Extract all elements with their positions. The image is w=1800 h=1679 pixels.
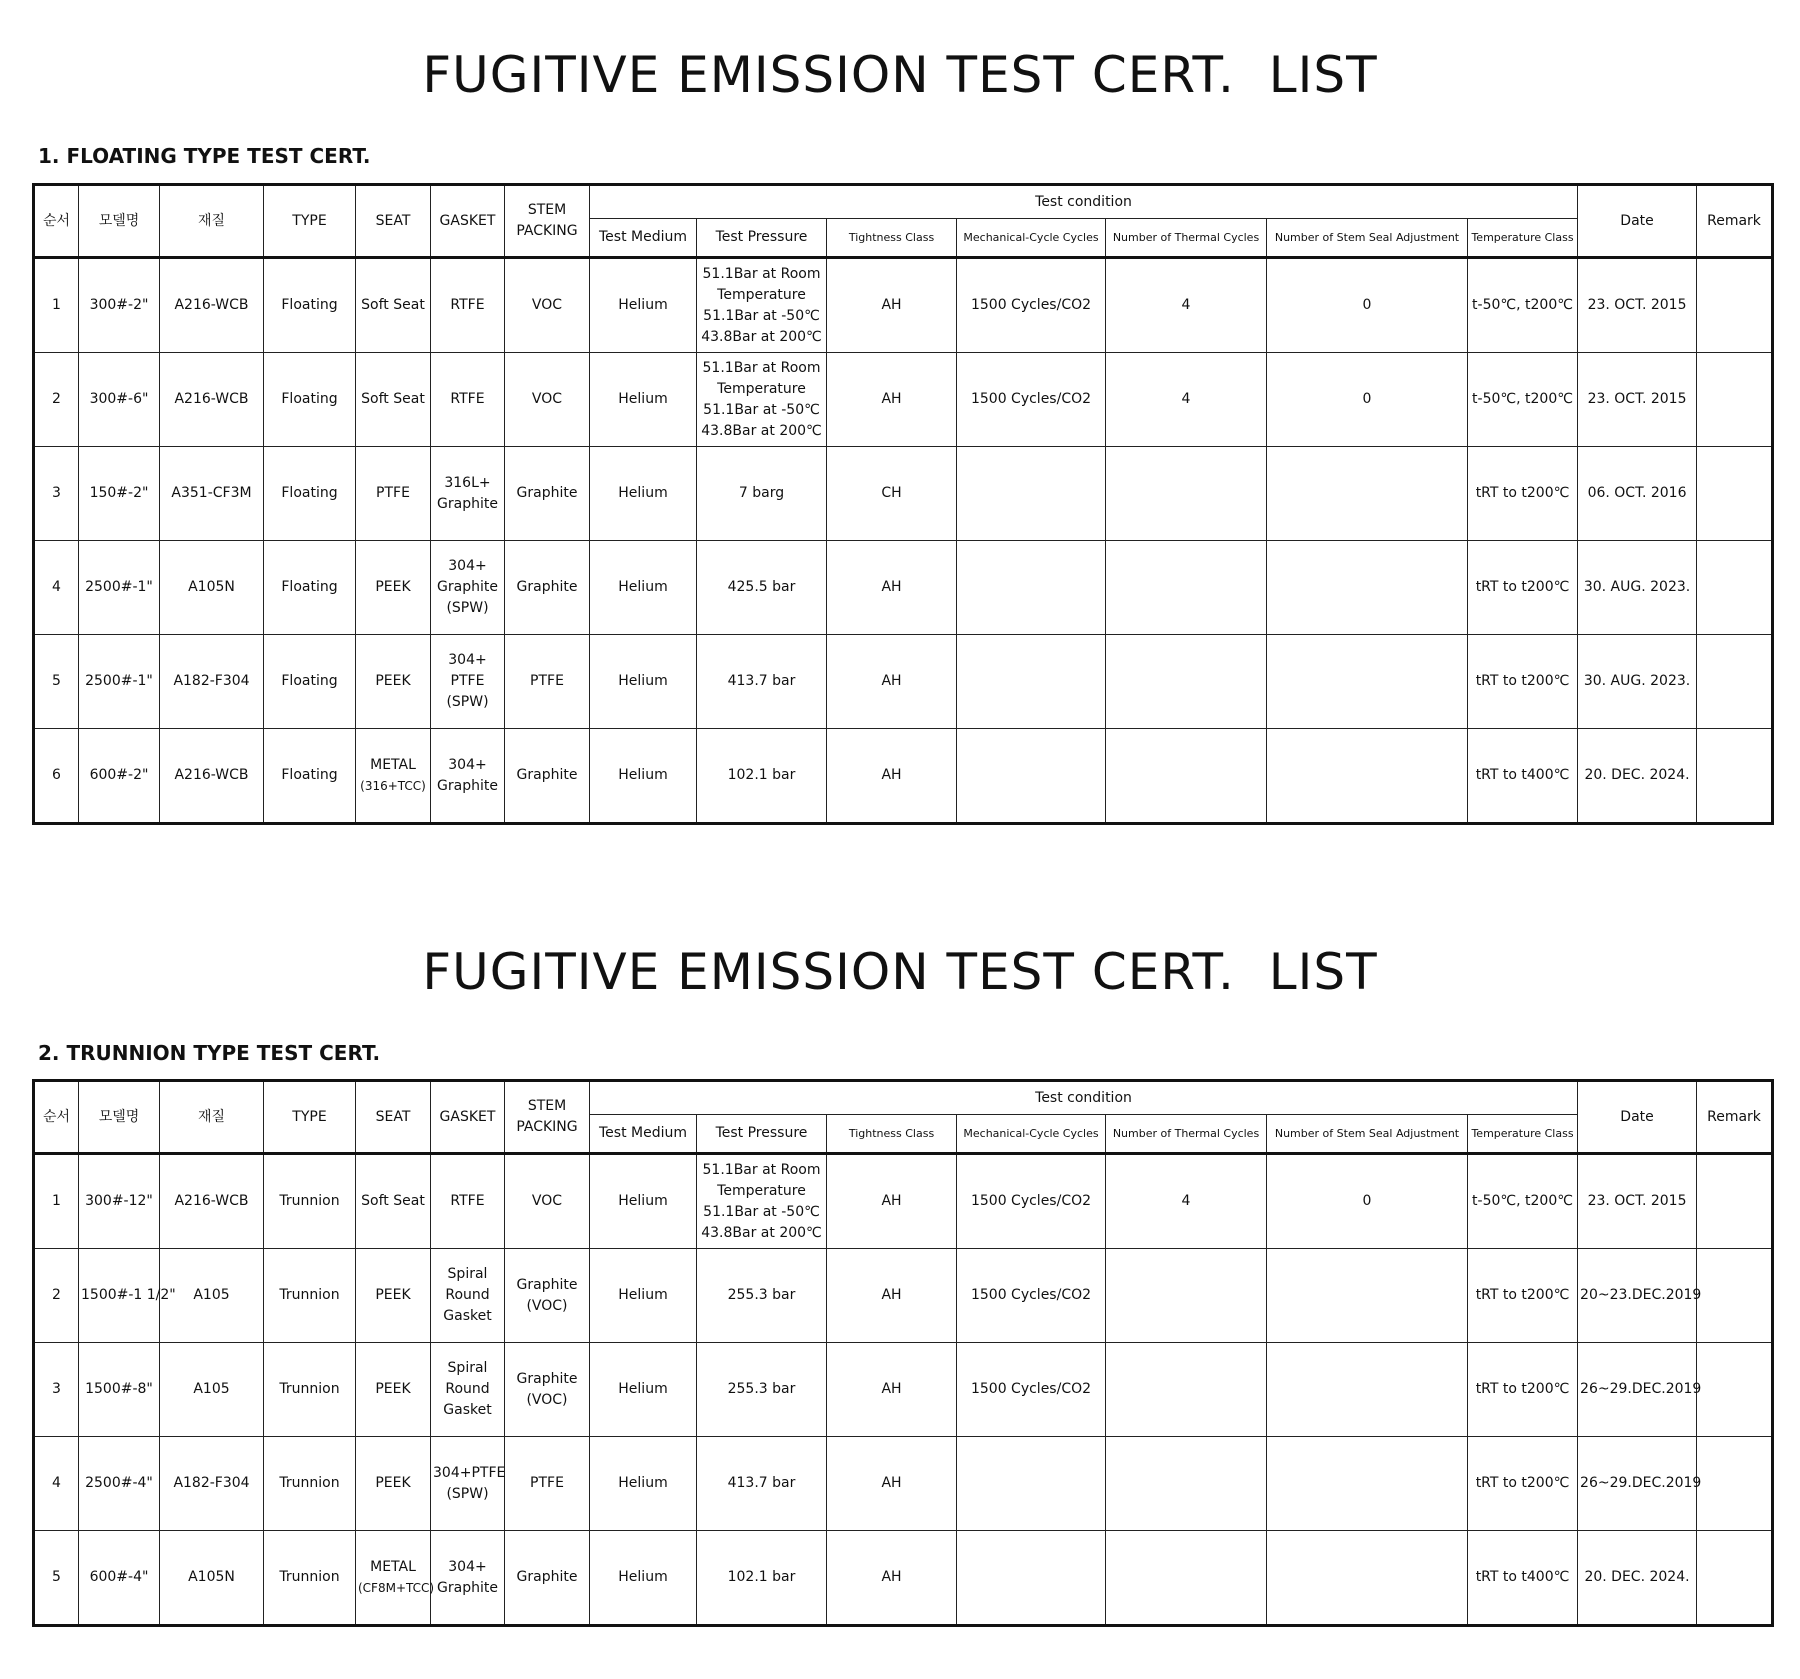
cell-test-medium: Helium <box>590 1154 697 1249</box>
header-tightness-class: Tightness Class <box>827 1115 957 1154</box>
cell-no: 3 <box>34 447 79 541</box>
cell-stem-seal-adjustment <box>1267 729 1468 824</box>
cell-type: Trunnion <box>264 1437 356 1531</box>
cell-date: 20~23.DEC.2019 <box>1578 1249 1697 1343</box>
cell-model: 300#-2" <box>79 258 160 353</box>
cell-tightness-class: AH <box>827 1437 957 1531</box>
cell-stem-packing: Graphite <box>505 541 590 635</box>
cell-temperature-class: tRT to t200℃ <box>1468 541 1578 635</box>
cell-date: 06. OCT. 2016 <box>1578 447 1697 541</box>
cell-tightness-class: AH <box>827 1343 957 1437</box>
cell-stem-seal-adjustment: 0 <box>1267 353 1468 447</box>
cell-gasket: RTFE <box>431 353 505 447</box>
header-test-condition: Test condition <box>590 1081 1578 1115</box>
cell-thermal-cycles <box>1106 1531 1267 1626</box>
cell-type: Floating <box>264 541 356 635</box>
cell-seat <box>356 635 431 729</box>
cell-material: A105N <box>160 541 264 635</box>
header-remark: Remark <box>1697 185 1773 258</box>
cell-remark <box>1697 1154 1773 1249</box>
cell-material: A216-WCB <box>160 1154 264 1249</box>
header-tightness-class: Tightness Class <box>827 219 957 258</box>
cell-test-pressure: 425.5 bar <box>697 541 827 635</box>
cell-temperature-class: tRT to t400℃ <box>1468 1531 1578 1626</box>
cell-tightness-class: AH <box>827 729 957 824</box>
cell-remark <box>1697 447 1773 541</box>
cell-material: A216-WCB <box>160 729 264 824</box>
cell-material: A351-CF3M <box>160 447 264 541</box>
header-stem-packing: STEM PACKING <box>505 185 590 258</box>
cell-remark <box>1697 1249 1773 1343</box>
table-row <box>34 1531 1773 1626</box>
table-row <box>34 1343 1773 1437</box>
cell-type: Floating <box>264 729 356 824</box>
cell-remark <box>1697 635 1773 729</box>
cell-test-medium: Helium <box>590 258 697 353</box>
cell-remark <box>1697 541 1773 635</box>
cell-thermal-cycles: 4 <box>1106 353 1267 447</box>
cell-test-pressure: 51.1Bar at Room Temperature 51.1Bar at -50℃ 43.8Bar at 200℃ <box>697 1154 827 1249</box>
table-row <box>34 258 1773 353</box>
cell-stem-packing: Graphite <box>505 447 590 541</box>
cell-material: A216-WCB <box>160 353 264 447</box>
cell-stem-seal-adjustment <box>1267 541 1468 635</box>
cell-no: 1 <box>34 1154 79 1249</box>
cell-material: A105 <box>160 1343 264 1437</box>
header-date: Date <box>1578 1081 1697 1154</box>
header-stem-seal-adjustment: Number of Stem Seal Adjustment <box>1267 219 1468 258</box>
cell-remark <box>1697 729 1773 824</box>
header-temperature-class: Temperature Class <box>1468 219 1578 258</box>
cell-no: 4 <box>34 541 79 635</box>
cell-no: 4 <box>34 1437 79 1531</box>
cell-test-pressure: 51.1Bar at Room Temperature 51.1Bar at -50℃ 43.8Bar at 200℃ <box>697 353 827 447</box>
cell-temperature-class: tRT to t400℃ <box>1468 729 1578 824</box>
cell-temperature-class: tRT to t200℃ <box>1468 1249 1578 1343</box>
cell-tightness-class: AH <box>827 541 957 635</box>
cell-no: 6 <box>34 729 79 824</box>
cell-remark <box>1697 1437 1773 1531</box>
cell-model: 2500#-1" <box>79 541 160 635</box>
header-test-pressure: Test Pressure <box>697 219 827 258</box>
cell-type: Floating <box>264 353 356 447</box>
header-stem-seal-adjustment: Number of Stem Seal Adjustment <box>1267 1115 1468 1154</box>
seat-material: PEEK <box>375 673 411 689</box>
header-type: TYPE <box>264 1081 356 1154</box>
header-stem-packing: STEM PACKING <box>505 1081 590 1154</box>
cell-remark <box>1697 1531 1773 1626</box>
cell-test-pressure: 255.3 bar <box>697 1249 827 1343</box>
cell-remark <box>1697 353 1773 447</box>
cell-no: 3 <box>34 1343 79 1437</box>
cell-thermal-cycles <box>1106 1437 1267 1531</box>
cell-temperature-class: tRT to t200℃ <box>1468 1343 1578 1437</box>
cell-gasket: Spiral Round Gasket <box>431 1343 505 1437</box>
cell-stem-seal-adjustment <box>1267 1531 1468 1626</box>
cell-tightness-class: AH <box>827 1531 957 1626</box>
header-test-condition: Test condition <box>590 185 1578 219</box>
cell-seat <box>356 729 431 824</box>
cell-stem-seal-adjustment: 0 <box>1267 258 1468 353</box>
table-row <box>34 541 1773 635</box>
seat-material: METAL <box>370 1558 416 1575</box>
cell-material: A182-F304 <box>160 635 264 729</box>
cell-temperature-class: tRT to t200℃ <box>1468 635 1578 729</box>
cell-tightness-class: CH <box>827 447 957 541</box>
cell-test-medium: Helium <box>590 353 697 447</box>
cell-type: Trunnion <box>264 1343 356 1437</box>
cell-stem-seal-adjustment: 0 <box>1267 1154 1468 1249</box>
cell-model: 150#-2" <box>79 447 160 541</box>
seat-material: Soft Seat <box>361 391 425 407</box>
cell-stem-packing: VOC <box>505 1154 590 1249</box>
cell-date: 23. OCT. 2015 <box>1578 353 1697 447</box>
seat-material: METAL <box>370 756 416 773</box>
cell-temperature-class: t-50℃, t200℃ <box>1468 258 1578 353</box>
cell-mechanical-cycles <box>957 447 1106 541</box>
cell-date: 30. AUG. 2023. <box>1578 541 1697 635</box>
cell-tightness-class: AH <box>827 258 957 353</box>
cell-gasket: 304+ Graphite (SPW) <box>431 541 505 635</box>
cell-test-pressure: 413.7 bar <box>697 635 827 729</box>
cell-type: Floating <box>264 635 356 729</box>
header-test-medium: Test Medium <box>590 219 697 258</box>
section-title-trunnion: 2. TRUNNION TYPE TEST CERT. <box>38 1041 381 1065</box>
cell-thermal-cycles <box>1106 729 1267 824</box>
cell-type: Trunnion <box>264 1154 356 1249</box>
cell-mechanical-cycles: 1500 Cycles/CO2 <box>957 1343 1106 1437</box>
cell-gasket: Spiral Round Gasket <box>431 1249 505 1343</box>
cell-date: 20. DEC. 2024. <box>1578 729 1697 824</box>
cell-mechanical-cycles <box>957 729 1106 824</box>
cell-mechanical-cycles: 1500 Cycles/CO2 <box>957 1154 1106 1249</box>
cell-test-pressure: 7 barg <box>697 447 827 541</box>
cell-remark <box>1697 258 1773 353</box>
cell-model: 600#-4" <box>79 1531 160 1626</box>
header-material: 재질 <box>160 185 264 258</box>
cell-mechanical-cycles <box>957 1531 1106 1626</box>
cell-gasket: 316L+ Graphite <box>431 447 505 541</box>
cell-test-medium: Helium <box>590 729 697 824</box>
header-model: 모델명 <box>79 185 160 258</box>
cell-gasket: RTFE <box>431 1154 505 1249</box>
cell-tightness-class: AH <box>827 1154 957 1249</box>
table-row <box>34 1249 1773 1343</box>
cell-tightness-class: AH <box>827 353 957 447</box>
cell-date: 26~29.DEC.2019 <box>1578 1437 1697 1531</box>
header-seat: SEAT <box>356 1081 431 1154</box>
cell-seat <box>356 258 431 353</box>
cell-thermal-cycles: 4 <box>1106 258 1267 353</box>
cell-thermal-cycles <box>1106 1343 1267 1437</box>
cell-gasket: RTFE <box>431 258 505 353</box>
cell-gasket: 304+PTFE (SPW) <box>431 1437 505 1531</box>
cell-material: A182-F304 <box>160 1437 264 1531</box>
cell-tightness-class: AH <box>827 1249 957 1343</box>
cell-stem-packing: Graphite <box>505 729 590 824</box>
header-mechanical-cycles: Mechanical-Cycle Cycles <box>957 1115 1106 1154</box>
cell-test-medium: Helium <box>590 1531 697 1626</box>
cell-test-pressure: 102.1 bar <box>697 729 827 824</box>
cell-type: Floating <box>264 258 356 353</box>
cell-test-medium: Helium <box>590 447 697 541</box>
document-title: FUGITIVE EMISSION TEST CERT. LIST <box>422 46 1378 104</box>
cell-temperature-class: t-50℃, t200℃ <box>1468 1154 1578 1249</box>
seat-material: PEEK <box>375 1287 411 1303</box>
seat-material: PEEK <box>375 579 411 595</box>
cell-thermal-cycles <box>1106 541 1267 635</box>
cell-test-pressure: 255.3 bar <box>697 1343 827 1437</box>
table-row <box>34 1437 1773 1531</box>
cell-model: 300#-6" <box>79 353 160 447</box>
table-row <box>34 1154 1773 1249</box>
cell-test-medium: Helium <box>590 541 697 635</box>
cell-stem-packing: Graphite (VOC) <box>505 1249 590 1343</box>
cell-mechanical-cycles: 1500 Cycles/CO2 <box>957 1249 1106 1343</box>
cell-stem-seal-adjustment <box>1267 635 1468 729</box>
header-no: 순서 <box>34 185 79 258</box>
cell-mechanical-cycles: 1500 Cycles/CO2 <box>957 353 1106 447</box>
cell-stem-packing: Graphite <box>505 1531 590 1626</box>
cell-model: 1500#-8" <box>79 1343 160 1437</box>
cell-stem-packing: VOC <box>505 258 590 353</box>
cell-model: 600#-2" <box>79 729 160 824</box>
cell-gasket: 304+ Graphite <box>431 729 505 824</box>
cell-mechanical-cycles <box>957 1437 1106 1531</box>
cell-seat <box>356 353 431 447</box>
cell-thermal-cycles <box>1106 1249 1267 1343</box>
trunnion-cert-table <box>32 1079 1774 1627</box>
cell-test-pressure: 102.1 bar <box>697 1531 827 1626</box>
cell-no: 5 <box>34 635 79 729</box>
cell-test-medium: Helium <box>590 635 697 729</box>
cell-stem-seal-adjustment <box>1267 447 1468 541</box>
cell-type: Trunnion <box>264 1531 356 1626</box>
cell-remark <box>1697 1343 1773 1437</box>
cell-tightness-class: AH <box>827 635 957 729</box>
table-row <box>34 635 1773 729</box>
cell-temperature-class: tRT to t200℃ <box>1468 447 1578 541</box>
cell-stem-packing: VOC <box>505 353 590 447</box>
cell-thermal-cycles <box>1106 447 1267 541</box>
floating-cert-table <box>32 183 1774 825</box>
header-date: Date <box>1578 185 1697 258</box>
seat-material-detail: (316+TCC) <box>360 778 426 793</box>
header-test-medium: Test Medium <box>590 1115 697 1154</box>
table-row <box>34 447 1773 541</box>
cell-type: Trunnion <box>264 1249 356 1343</box>
header-thermal-cycles: Number of Thermal Cycles <box>1106 1115 1267 1154</box>
seat-material: PTFE <box>376 485 410 501</box>
cell-gasket: 304+ PTFE (SPW) <box>431 635 505 729</box>
header-test-pressure: Test Pressure <box>697 1115 827 1154</box>
cell-temperature-class: tRT to t200℃ <box>1468 1437 1578 1531</box>
header-model: 모델명 <box>79 1081 160 1154</box>
header-gasket: GASKET <box>431 185 505 258</box>
header-thermal-cycles: Number of Thermal Cycles <box>1106 219 1267 258</box>
header-type: TYPE <box>264 185 356 258</box>
cell-mechanical-cycles <box>957 541 1106 635</box>
cell-stem-packing: PTFE <box>505 1437 590 1531</box>
header-seat: SEAT <box>356 185 431 258</box>
cell-test-medium: Helium <box>590 1343 697 1437</box>
cell-date: 26~29.DEC.2019 <box>1578 1343 1697 1437</box>
cell-stem-packing: Graphite (VOC) <box>505 1343 590 1437</box>
cell-model: 2500#-1" <box>79 635 160 729</box>
table-row <box>34 353 1773 447</box>
seat-material: Soft Seat <box>361 1193 425 1209</box>
cell-stem-seal-adjustment <box>1267 1343 1468 1437</box>
cell-material: A216-WCB <box>160 258 264 353</box>
header-no: 순서 <box>34 1081 79 1154</box>
cell-type: Floating <box>264 447 356 541</box>
seat-material-detail: (CF8M+TCC) <box>358 1580 435 1595</box>
cell-test-pressure: 51.1Bar at Room Temperature 51.1Bar at -50℃ 43.8Bar at 200℃ <box>697 258 827 353</box>
header-remark: Remark <box>1697 1081 1773 1154</box>
header-material: 재질 <box>160 1081 264 1154</box>
cell-model: 1500#-1 1/2" <box>79 1249 160 1343</box>
cell-test-medium: Helium <box>590 1437 697 1531</box>
cell-mechanical-cycles: 1500 Cycles/CO2 <box>957 258 1106 353</box>
cell-no: 2 <box>34 353 79 447</box>
cell-gasket: 304+ Graphite <box>431 1531 505 1626</box>
cell-seat <box>356 1531 435 1626</box>
cell-material: A105N <box>160 1531 264 1626</box>
cell-seat <box>356 1437 431 1531</box>
cell-model: 2500#-4" <box>79 1437 160 1531</box>
cell-no: 2 <box>34 1249 79 1343</box>
cell-thermal-cycles: 4 <box>1106 1154 1267 1249</box>
cell-seat <box>356 1343 431 1437</box>
cell-thermal-cycles <box>1106 635 1267 729</box>
seat-material: PEEK <box>375 1381 411 1397</box>
cell-temperature-class: t-50℃, t200℃ <box>1468 353 1578 447</box>
seat-material: Soft Seat <box>361 297 425 313</box>
cell-seat <box>356 1249 431 1343</box>
cell-date: 23. OCT. 2015 <box>1578 1154 1697 1249</box>
table-row <box>34 729 1773 824</box>
document-title: FUGITIVE EMISSION TEST CERT. LIST <box>422 943 1378 1001</box>
cell-date: 23. OCT. 2015 <box>1578 258 1697 353</box>
cell-stem-seal-adjustment <box>1267 1249 1468 1343</box>
cell-date: 20. DEC. 2024. <box>1578 1531 1697 1626</box>
header-temperature-class: Temperature Class <box>1468 1115 1578 1154</box>
header-gasket: GASKET <box>431 1081 505 1154</box>
header-mechanical-cycles: Mechanical-Cycle Cycles <box>957 219 1106 258</box>
cell-test-pressure: 413.7 bar <box>697 1437 827 1531</box>
cell-stem-packing: PTFE <box>505 635 590 729</box>
cell-no: 5 <box>34 1531 79 1626</box>
cell-seat <box>356 447 431 541</box>
cell-test-medium: Helium <box>590 1249 697 1343</box>
cell-seat <box>356 1154 431 1249</box>
cell-mechanical-cycles <box>957 635 1106 729</box>
section-title-floating: 1. FLOATING TYPE TEST CERT. <box>38 144 371 168</box>
seat-material: PEEK <box>375 1475 411 1491</box>
cell-date: 30. AUG. 2023. <box>1578 635 1697 729</box>
cell-seat <box>356 541 431 635</box>
cell-no: 1 <box>34 258 79 353</box>
cell-material: A105 <box>160 1249 264 1343</box>
cell-model: 300#-12" <box>79 1154 160 1249</box>
cell-stem-seal-adjustment <box>1267 1437 1468 1531</box>
